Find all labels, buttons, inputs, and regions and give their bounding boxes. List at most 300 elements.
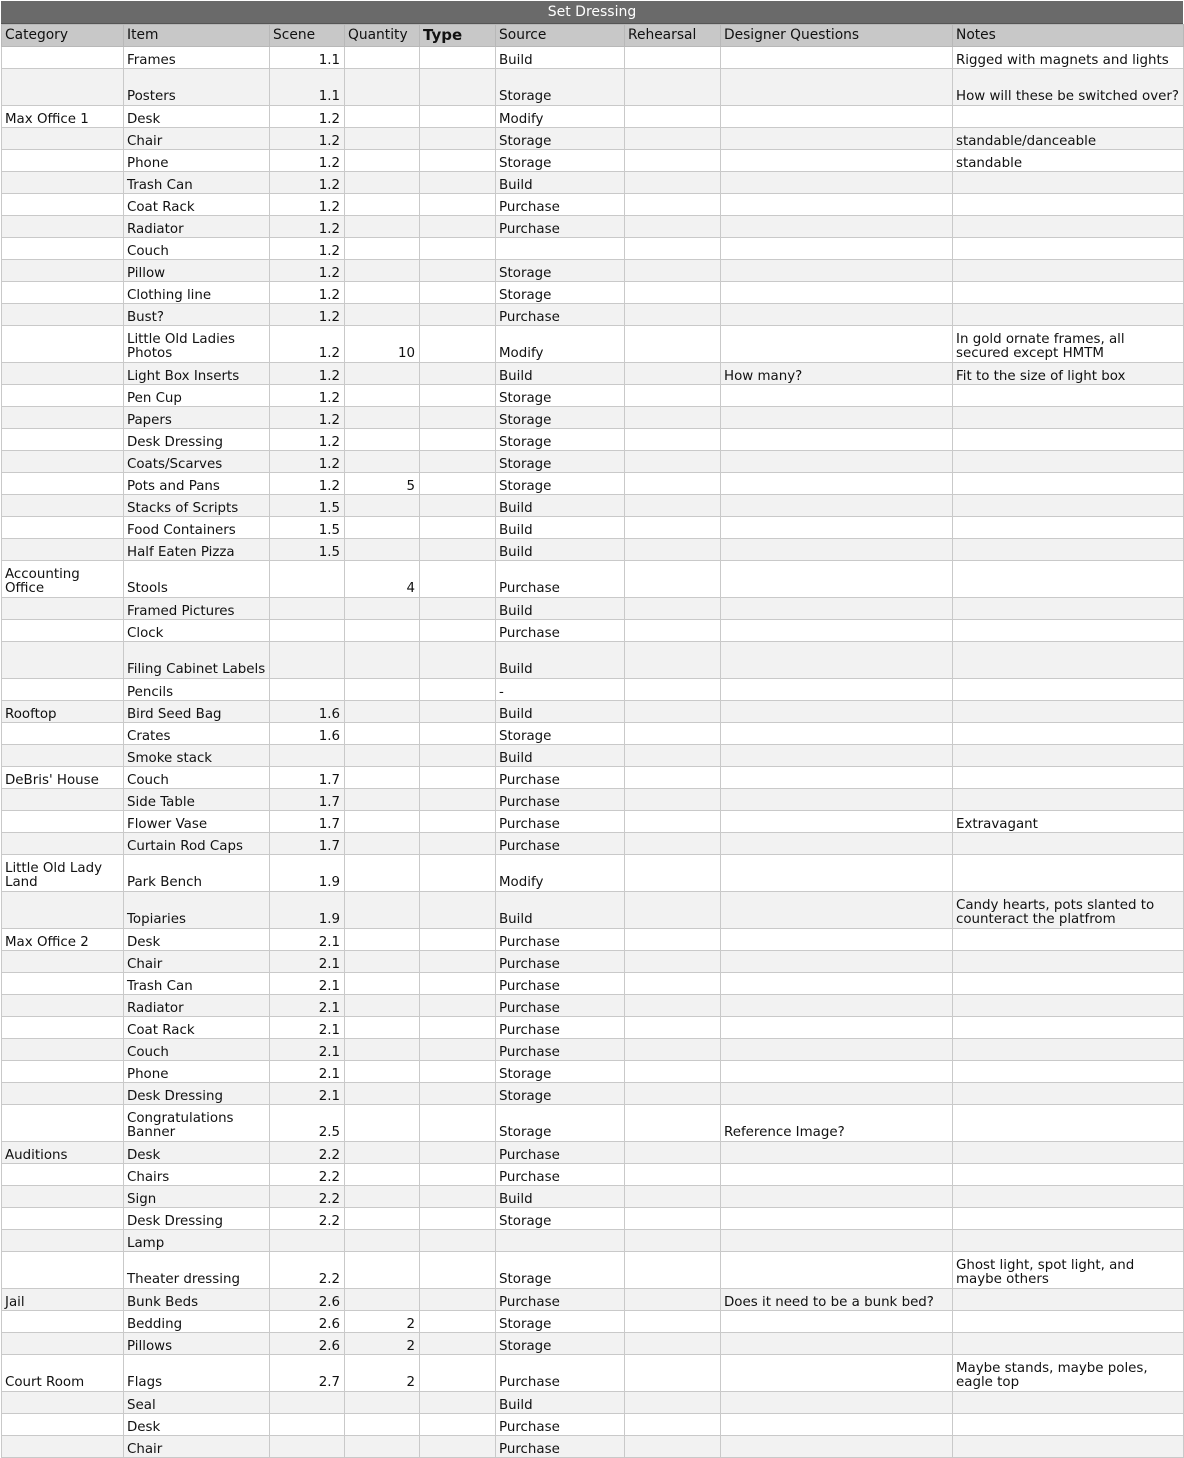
- cell-item[interactable]: Desk Dressing: [124, 429, 270, 451]
- cell-rehearsal[interactable]: [625, 767, 721, 789]
- cell-source[interactable]: Purchase: [496, 951, 625, 973]
- cell-scene[interactable]: [270, 679, 345, 701]
- cell-notes[interactable]: In gold ornate frames, all secured except HMTM: [953, 326, 1184, 363]
- cell-designer-questions[interactable]: [721, 745, 953, 767]
- cell-item[interactable]: Lamp: [124, 1230, 270, 1252]
- cell-notes[interactable]: [953, 1230, 1184, 1252]
- cell-designer-questions[interactable]: [721, 1083, 953, 1105]
- cell-scene[interactable]: 1.2: [270, 128, 345, 150]
- cell-category[interactable]: [2, 1333, 124, 1355]
- cell-type[interactable]: [420, 833, 496, 855]
- cell-category[interactable]: [2, 1017, 124, 1039]
- cell-rehearsal[interactable]: [625, 929, 721, 951]
- cell-source[interactable]: Storage: [496, 69, 625, 106]
- cell-rehearsal[interactable]: [625, 451, 721, 473]
- cell-type[interactable]: [420, 1414, 496, 1436]
- cell-designer-questions[interactable]: [721, 642, 953, 679]
- cell-quantity[interactable]: [345, 495, 420, 517]
- cell-type[interactable]: [420, 789, 496, 811]
- cell-designer-questions[interactable]: [721, 260, 953, 282]
- cell-notes[interactable]: [953, 701, 1184, 723]
- cell-category[interactable]: [2, 216, 124, 238]
- cell-designer-questions[interactable]: Does it need to be a bunk bed?: [721, 1289, 953, 1311]
- cell-scene[interactable]: 1.2: [270, 106, 345, 128]
- cell-scene[interactable]: 2.1: [270, 1017, 345, 1039]
- cell-designer-questions[interactable]: [721, 1311, 953, 1333]
- cell-quantity[interactable]: [345, 745, 420, 767]
- cell-category[interactable]: [2, 833, 124, 855]
- cell-designer-questions[interactable]: [721, 561, 953, 598]
- cell-source[interactable]: Purchase: [496, 789, 625, 811]
- cell-type[interactable]: [420, 451, 496, 473]
- header-rehearsal[interactable]: Rehearsal: [625, 25, 721, 47]
- cell-source[interactable]: Build: [496, 745, 625, 767]
- cell-scene[interactable]: 1.6: [270, 701, 345, 723]
- cell-scene[interactable]: 2.2: [270, 1208, 345, 1230]
- cell-rehearsal[interactable]: [625, 855, 721, 892]
- header-category[interactable]: Category: [2, 25, 124, 47]
- cell-quantity[interactable]: [345, 951, 420, 973]
- cell-notes[interactable]: [953, 238, 1184, 260]
- cell-source[interactable]: Purchase: [496, 973, 625, 995]
- cell-rehearsal[interactable]: [625, 745, 721, 767]
- cell-notes[interactable]: [953, 929, 1184, 951]
- cell-category[interactable]: Jail: [2, 1289, 124, 1311]
- cell-item[interactable]: Radiator: [124, 216, 270, 238]
- cell-type[interactable]: [420, 495, 496, 517]
- cell-scene[interactable]: 1.2: [270, 385, 345, 407]
- cell-type[interactable]: [420, 1142, 496, 1164]
- cell-designer-questions[interactable]: [721, 1252, 953, 1289]
- cell-designer-questions[interactable]: [721, 995, 953, 1017]
- cell-quantity[interactable]: [345, 1105, 420, 1142]
- cell-category[interactable]: [2, 451, 124, 473]
- cell-rehearsal[interactable]: [625, 973, 721, 995]
- cell-item[interactable]: Chair: [124, 951, 270, 973]
- cell-designer-questions[interactable]: [721, 951, 953, 973]
- cell-type[interactable]: [420, 47, 496, 69]
- cell-notes[interactable]: [953, 172, 1184, 194]
- cell-rehearsal[interactable]: [625, 1355, 721, 1392]
- cell-rehearsal[interactable]: [625, 1289, 721, 1311]
- cell-type[interactable]: [420, 767, 496, 789]
- cell-source[interactable]: Purchase: [496, 561, 625, 598]
- cell-type[interactable]: [420, 539, 496, 561]
- cell-notes[interactable]: standable: [953, 150, 1184, 172]
- cell-item[interactable]: Couch: [124, 238, 270, 260]
- cell-scene[interactable]: 1.2: [270, 172, 345, 194]
- cell-type[interactable]: [420, 69, 496, 106]
- cell-source[interactable]: Storage: [496, 282, 625, 304]
- cell-quantity[interactable]: [345, 363, 420, 385]
- cell-quantity[interactable]: 10: [345, 326, 420, 363]
- cell-category[interactable]: [2, 304, 124, 326]
- cell-notes[interactable]: [953, 1186, 1184, 1208]
- cell-designer-questions[interactable]: [721, 1142, 953, 1164]
- cell-source[interactable]: Storage: [496, 451, 625, 473]
- cell-designer-questions[interactable]: [721, 620, 953, 642]
- cell-item[interactable]: Park Bench: [124, 855, 270, 892]
- cell-scene[interactable]: 1.2: [270, 363, 345, 385]
- cell-notes[interactable]: [953, 951, 1184, 973]
- cell-source[interactable]: Purchase: [496, 1355, 625, 1392]
- cell-rehearsal[interactable]: [625, 1164, 721, 1186]
- cell-type[interactable]: [420, 745, 496, 767]
- header-quantity[interactable]: Quantity: [345, 25, 420, 47]
- cell-category[interactable]: [2, 407, 124, 429]
- cell-type[interactable]: [420, 128, 496, 150]
- cell-source[interactable]: Storage: [496, 260, 625, 282]
- cell-item[interactable]: Desk Dressing: [124, 1208, 270, 1230]
- cell-designer-questions[interactable]: [721, 172, 953, 194]
- cell-quantity[interactable]: [345, 1083, 420, 1105]
- cell-notes[interactable]: [953, 642, 1184, 679]
- cell-source[interactable]: Purchase: [496, 1039, 625, 1061]
- cell-rehearsal[interactable]: [625, 473, 721, 495]
- cell-source[interactable]: Storage: [496, 407, 625, 429]
- cell-type[interactable]: [420, 973, 496, 995]
- cell-quantity[interactable]: [345, 150, 420, 172]
- cell-item[interactable]: Chair: [124, 1436, 270, 1458]
- cell-scene[interactable]: [270, 1392, 345, 1414]
- cell-rehearsal[interactable]: [625, 1436, 721, 1458]
- cell-source[interactable]: Build: [496, 701, 625, 723]
- cell-designer-questions[interactable]: [721, 407, 953, 429]
- cell-type[interactable]: [420, 194, 496, 216]
- cell-notes[interactable]: [953, 1164, 1184, 1186]
- cell-notes[interactable]: [953, 1414, 1184, 1436]
- cell-category[interactable]: [2, 1039, 124, 1061]
- cell-source[interactable]: Purchase: [496, 1142, 625, 1164]
- cell-quantity[interactable]: 5: [345, 473, 420, 495]
- cell-category[interactable]: [2, 495, 124, 517]
- cell-category[interactable]: [2, 194, 124, 216]
- cell-scene[interactable]: 1.2: [270, 194, 345, 216]
- cell-rehearsal[interactable]: [625, 1414, 721, 1436]
- cell-rehearsal[interactable]: [625, 892, 721, 929]
- cell-designer-questions[interactable]: [721, 767, 953, 789]
- cell-scene[interactable]: 1.9: [270, 855, 345, 892]
- cell-category[interactable]: [2, 429, 124, 451]
- cell-rehearsal[interactable]: [625, 598, 721, 620]
- cell-category[interactable]: [2, 1311, 124, 1333]
- cell-scene[interactable]: 2.1: [270, 1083, 345, 1105]
- cell-item[interactable]: Smoke stack: [124, 745, 270, 767]
- cell-source[interactable]: Purchase: [496, 620, 625, 642]
- cell-notes[interactable]: [953, 1017, 1184, 1039]
- cell-designer-questions[interactable]: [721, 1333, 953, 1355]
- cell-category[interactable]: [2, 1414, 124, 1436]
- cell-quantity[interactable]: [345, 1142, 420, 1164]
- cell-scene[interactable]: 2.2: [270, 1252, 345, 1289]
- cell-item[interactable]: Bedding: [124, 1311, 270, 1333]
- cell-scene[interactable]: 2.6: [270, 1333, 345, 1355]
- cell-source[interactable]: Purchase: [496, 194, 625, 216]
- cell-notes[interactable]: [953, 1105, 1184, 1142]
- cell-category[interactable]: [2, 260, 124, 282]
- cell-category[interactable]: [2, 1186, 124, 1208]
- cell-item[interactable]: Desk: [124, 929, 270, 951]
- cell-notes[interactable]: Fit to the size of light box: [953, 363, 1184, 385]
- cell-source[interactable]: Modify: [496, 106, 625, 128]
- cell-rehearsal[interactable]: [625, 1061, 721, 1083]
- cell-scene[interactable]: 2.1: [270, 951, 345, 973]
- cell-item[interactable]: Trash Can: [124, 973, 270, 995]
- cell-notes[interactable]: [953, 1333, 1184, 1355]
- cell-item[interactable]: Clothing line: [124, 282, 270, 304]
- cell-designer-questions[interactable]: [721, 892, 953, 929]
- cell-source[interactable]: Purchase: [496, 1017, 625, 1039]
- cell-item[interactable]: Desk: [124, 1414, 270, 1436]
- cell-quantity[interactable]: [345, 995, 420, 1017]
- cell-quantity[interactable]: [345, 106, 420, 128]
- cell-scene[interactable]: [270, 598, 345, 620]
- cell-quantity[interactable]: [345, 1017, 420, 1039]
- cell-category[interactable]: [2, 150, 124, 172]
- cell-notes[interactable]: [953, 745, 1184, 767]
- cell-designer-questions[interactable]: [721, 194, 953, 216]
- cell-category[interactable]: [2, 995, 124, 1017]
- cell-rehearsal[interactable]: [625, 1105, 721, 1142]
- cell-item[interactable]: Crates: [124, 723, 270, 745]
- cell-item[interactable]: Theater dressing: [124, 1252, 270, 1289]
- cell-quantity[interactable]: [345, 1252, 420, 1289]
- cell-type[interactable]: [420, 1230, 496, 1252]
- cell-type[interactable]: [420, 304, 496, 326]
- cell-type[interactable]: [420, 150, 496, 172]
- cell-category[interactable]: [2, 238, 124, 260]
- cell-type[interactable]: [420, 260, 496, 282]
- cell-type[interactable]: [420, 407, 496, 429]
- cell-notes[interactable]: [953, 473, 1184, 495]
- cell-category[interactable]: [2, 620, 124, 642]
- cell-type[interactable]: [420, 1061, 496, 1083]
- cell-quantity[interactable]: [345, 811, 420, 833]
- cell-source[interactable]: Storage: [496, 429, 625, 451]
- cell-item[interactable]: Desk Dressing: [124, 1083, 270, 1105]
- cell-item[interactable]: Sign: [124, 1186, 270, 1208]
- cell-type[interactable]: [420, 679, 496, 701]
- cell-scene[interactable]: [270, 642, 345, 679]
- cell-type[interactable]: [420, 216, 496, 238]
- cell-quantity[interactable]: [345, 973, 420, 995]
- cell-item[interactable]: Light Box Inserts: [124, 363, 270, 385]
- cell-designer-questions[interactable]: [721, 539, 953, 561]
- cell-notes[interactable]: [953, 1208, 1184, 1230]
- cell-quantity[interactable]: [345, 1039, 420, 1061]
- cell-rehearsal[interactable]: [625, 723, 721, 745]
- cell-category[interactable]: [2, 789, 124, 811]
- cell-source[interactable]: Purchase: [496, 1164, 625, 1186]
- cell-quantity[interactable]: [345, 69, 420, 106]
- cell-source[interactable]: Storage: [496, 1252, 625, 1289]
- cell-type[interactable]: [420, 1392, 496, 1414]
- cell-scene[interactable]: 1.7: [270, 767, 345, 789]
- cell-type[interactable]: [420, 1186, 496, 1208]
- cell-category[interactable]: [2, 723, 124, 745]
- cell-notes[interactable]: [953, 106, 1184, 128]
- cell-scene[interactable]: 1.5: [270, 517, 345, 539]
- cell-designer-questions[interactable]: [721, 429, 953, 451]
- cell-source[interactable]: Build: [496, 598, 625, 620]
- cell-item[interactable]: Clock: [124, 620, 270, 642]
- cell-source[interactable]: Build: [496, 363, 625, 385]
- cell-type[interactable]: [420, 429, 496, 451]
- cell-notes[interactable]: [953, 1289, 1184, 1311]
- cell-item[interactable]: Chair: [124, 128, 270, 150]
- cell-scene[interactable]: 2.1: [270, 995, 345, 1017]
- cell-notes[interactable]: [953, 561, 1184, 598]
- cell-rehearsal[interactable]: [625, 789, 721, 811]
- cell-notes[interactable]: [953, 385, 1184, 407]
- cell-source[interactable]: Purchase: [496, 1436, 625, 1458]
- cell-type[interactable]: [420, 1436, 496, 1458]
- cell-source[interactable]: [496, 1230, 625, 1252]
- cell-item[interactable]: Congratulations Banner: [124, 1105, 270, 1142]
- cell-scene[interactable]: 2.6: [270, 1289, 345, 1311]
- cell-quantity[interactable]: [345, 855, 420, 892]
- cell-item[interactable]: Seal: [124, 1392, 270, 1414]
- cell-notes[interactable]: [953, 429, 1184, 451]
- cell-item[interactable]: Bird Seed Bag: [124, 701, 270, 723]
- cell-notes[interactable]: [953, 539, 1184, 561]
- cell-notes[interactable]: [953, 1392, 1184, 1414]
- cell-quantity[interactable]: [345, 1289, 420, 1311]
- cell-item[interactable]: Stools: [124, 561, 270, 598]
- cell-designer-questions[interactable]: [721, 282, 953, 304]
- cell-notes[interactable]: Rigged with magnets and lights: [953, 47, 1184, 69]
- cell-scene[interactable]: 2.6: [270, 1311, 345, 1333]
- cell-type[interactable]: [420, 473, 496, 495]
- cell-quantity[interactable]: [345, 1436, 420, 1458]
- cell-scene[interactable]: 1.2: [270, 473, 345, 495]
- cell-designer-questions[interactable]: [721, 723, 953, 745]
- cell-scene[interactable]: 1.1: [270, 47, 345, 69]
- cell-notes[interactable]: standable/danceable: [953, 128, 1184, 150]
- cell-type[interactable]: [420, 811, 496, 833]
- cell-scene[interactable]: [270, 561, 345, 598]
- cell-type[interactable]: [420, 723, 496, 745]
- cell-rehearsal[interactable]: [625, 995, 721, 1017]
- cell-scene[interactable]: 2.1: [270, 973, 345, 995]
- cell-type[interactable]: [420, 1105, 496, 1142]
- cell-notes[interactable]: [953, 723, 1184, 745]
- cell-designer-questions[interactable]: [721, 833, 953, 855]
- cell-rehearsal[interactable]: [625, 304, 721, 326]
- cell-type[interactable]: [420, 1039, 496, 1061]
- cell-quantity[interactable]: [345, 642, 420, 679]
- cell-rehearsal[interactable]: [625, 561, 721, 598]
- cell-source[interactable]: [496, 238, 625, 260]
- cell-source[interactable]: Purchase: [496, 1414, 625, 1436]
- cell-scene[interactable]: [270, 745, 345, 767]
- cell-quantity[interactable]: [345, 451, 420, 473]
- cell-scene[interactable]: 1.2: [270, 282, 345, 304]
- cell-source[interactable]: Purchase: [496, 995, 625, 1017]
- cell-rehearsal[interactable]: [625, 1208, 721, 1230]
- cell-quantity[interactable]: [345, 194, 420, 216]
- cell-source[interactable]: Storage: [496, 1333, 625, 1355]
- cell-source[interactable]: Purchase: [496, 304, 625, 326]
- cell-quantity[interactable]: 2: [345, 1355, 420, 1392]
- cell-designer-questions[interactable]: [721, 150, 953, 172]
- cell-item[interactable]: Filing Cabinet Labels: [124, 642, 270, 679]
- cell-item[interactable]: Topiaries: [124, 892, 270, 929]
- cell-notes[interactable]: Extravagant: [953, 811, 1184, 833]
- cell-notes[interactable]: [953, 282, 1184, 304]
- cell-item[interactable]: Curtain Rod Caps: [124, 833, 270, 855]
- cell-scene[interactable]: [270, 1414, 345, 1436]
- cell-notes[interactable]: [953, 1039, 1184, 1061]
- cell-notes[interactable]: [953, 260, 1184, 282]
- cell-rehearsal[interactable]: [625, 238, 721, 260]
- cell-rehearsal[interactable]: [625, 1333, 721, 1355]
- cell-scene[interactable]: 1.2: [270, 150, 345, 172]
- cell-type[interactable]: [420, 642, 496, 679]
- cell-scene[interactable]: 2.5: [270, 1105, 345, 1142]
- cell-rehearsal[interactable]: [625, 1017, 721, 1039]
- cell-scene[interactable]: 1.5: [270, 539, 345, 561]
- cell-item[interactable]: Side Table: [124, 789, 270, 811]
- cell-source[interactable]: Purchase: [496, 833, 625, 855]
- cell-type[interactable]: [420, 517, 496, 539]
- cell-source[interactable]: Purchase: [496, 929, 625, 951]
- cell-item[interactable]: Phone: [124, 150, 270, 172]
- cell-designer-questions[interactable]: [721, 326, 953, 363]
- cell-quantity[interactable]: [345, 429, 420, 451]
- cell-designer-questions[interactable]: [721, 495, 953, 517]
- cell-quantity[interactable]: [345, 517, 420, 539]
- cell-quantity[interactable]: [345, 767, 420, 789]
- cell-type[interactable]: [420, 1333, 496, 1355]
- cell-rehearsal[interactable]: [625, 106, 721, 128]
- cell-quantity[interactable]: 4: [345, 561, 420, 598]
- cell-rehearsal[interactable]: [625, 385, 721, 407]
- cell-source[interactable]: Build: [496, 642, 625, 679]
- cell-designer-questions[interactable]: [721, 1017, 953, 1039]
- cell-designer-questions[interactable]: [721, 929, 953, 951]
- cell-type[interactable]: [420, 892, 496, 929]
- cell-type[interactable]: [420, 561, 496, 598]
- cell-source[interactable]: Purchase: [496, 811, 625, 833]
- cell-designer-questions[interactable]: [721, 304, 953, 326]
- cell-notes[interactable]: [953, 995, 1184, 1017]
- cell-source[interactable]: Storage: [496, 1208, 625, 1230]
- cell-notes[interactable]: [953, 973, 1184, 995]
- cell-quantity[interactable]: 2: [345, 1311, 420, 1333]
- cell-designer-questions[interactable]: [721, 973, 953, 995]
- cell-quantity[interactable]: [345, 620, 420, 642]
- cell-source[interactable]: Build: [496, 47, 625, 69]
- cell-rehearsal[interactable]: [625, 47, 721, 69]
- cell-quantity[interactable]: [345, 723, 420, 745]
- cell-scene[interactable]: 1.5: [270, 495, 345, 517]
- cell-source[interactable]: Storage: [496, 473, 625, 495]
- cell-type[interactable]: [420, 385, 496, 407]
- cell-notes[interactable]: [953, 620, 1184, 642]
- cell-designer-questions[interactable]: [721, 701, 953, 723]
- cell-category[interactable]: [2, 892, 124, 929]
- cell-designer-questions[interactable]: [721, 216, 953, 238]
- cell-source[interactable]: Storage: [496, 1061, 625, 1083]
- cell-item[interactable]: Coat Rack: [124, 194, 270, 216]
- cell-notes[interactable]: Maybe stands, maybe poles, eagle top: [953, 1355, 1184, 1392]
- cell-source[interactable]: Storage: [496, 1083, 625, 1105]
- cell-item[interactable]: Half Eaten Pizza: [124, 539, 270, 561]
- cell-category[interactable]: [2, 679, 124, 701]
- cell-type[interactable]: [420, 929, 496, 951]
- cell-type[interactable]: [420, 855, 496, 892]
